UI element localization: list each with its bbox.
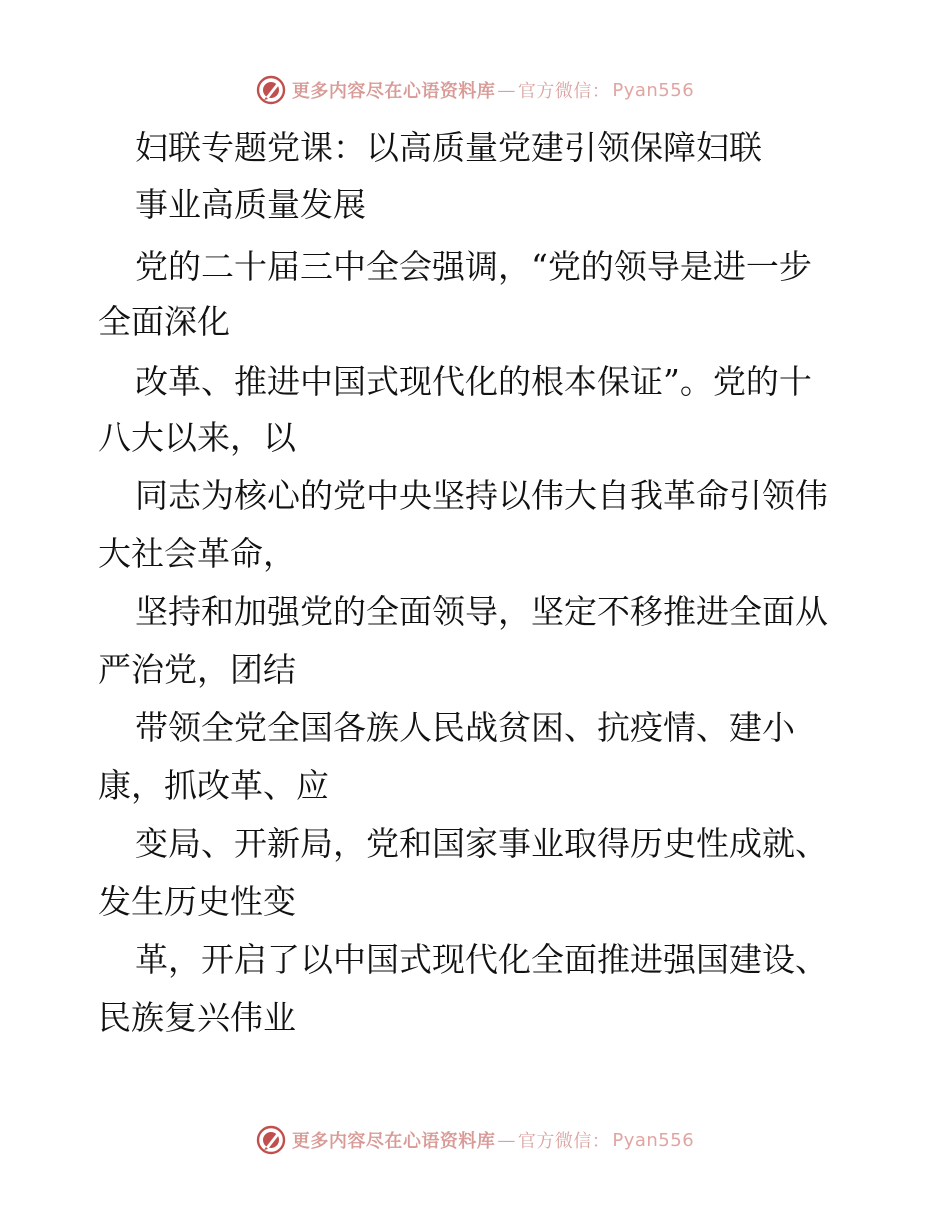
watermark-wechat-label: 官方微信： xyxy=(517,81,611,102)
paragraph-line: 同志为核心的党中央坚持以伟大自我革命引领伟 xyxy=(135,476,828,515)
paragraph-line: 康，抓改革、应 xyxy=(98,766,329,805)
paragraph-line: 八大以来，以 xyxy=(98,418,296,457)
watermark-wechat-label: 官方微信： xyxy=(517,1131,611,1152)
pen-nib-logo-icon xyxy=(256,75,286,105)
paragraph-line: 大社会革命， xyxy=(98,534,296,573)
paragraph-line: 改革、推进中国式现代化的根本保证”。党的十 xyxy=(135,362,812,401)
paragraph-line: 全面深化 xyxy=(98,302,230,341)
watermark-main-text: 更多内容尽在心语资料库 xyxy=(291,81,496,102)
watermark-wechat-id: Pyan556 xyxy=(612,79,695,101)
watermark-dash: — xyxy=(497,1129,516,1151)
paragraph-line: 革，开启了以中国式现代化全面推进强国建设、 xyxy=(135,940,828,979)
paragraph-line: 带领全党全国各族人民战贫困、抗疫情、建小 xyxy=(135,708,795,747)
watermark-wechat-id: Pyan556 xyxy=(612,1129,695,1151)
watermark-main-text: 更多内容尽在心语资料库 xyxy=(291,1131,496,1152)
paragraph-line: 民族复兴伟业 xyxy=(98,998,296,1037)
paragraph-line: 变局、开新局，党和国家事业取得历史性成就、 xyxy=(135,824,828,863)
paragraph-line: 坚持和加强党的全面领导，坚定不移推进全面从 xyxy=(135,592,828,631)
watermark-dash: — xyxy=(497,79,516,101)
footer-watermark-banner xyxy=(0,1120,950,1160)
header-watermark-banner xyxy=(0,70,950,110)
pen-nib-logo-icon xyxy=(256,1125,286,1155)
paragraph-line: 发生历史性变 xyxy=(98,882,296,921)
title-line-1: 妇联专题党课：以高质量党建引领保障妇联 xyxy=(135,128,762,167)
paragraph-line: 严治党，团结 xyxy=(98,650,296,689)
paragraph-line: 党的二十届三中全会强调，“党的领导是进一步 xyxy=(135,247,812,286)
title-line-2: 事业高质量发展 xyxy=(135,185,366,224)
